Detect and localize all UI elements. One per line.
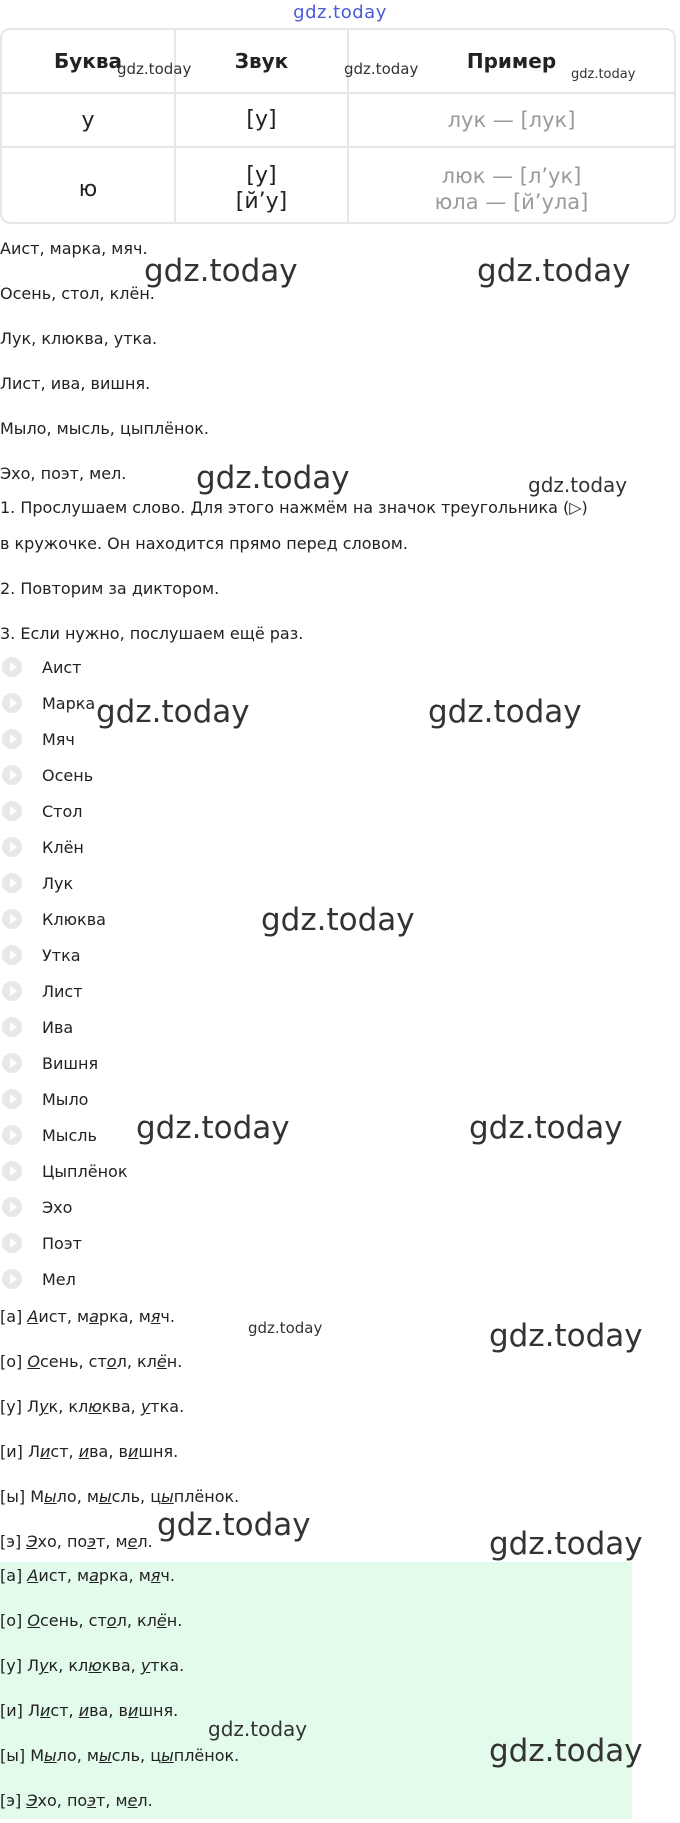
underlined-letter: е <box>127 1532 138 1551</box>
watermark: gdz.today <box>489 1526 643 1562</box>
answer-text: к, кл <box>48 1397 89 1416</box>
audio-word-label: Клюква <box>42 909 106 929</box>
underlined-letter: ы <box>98 1746 112 1765</box>
audio-word-label: Осень <box>42 765 94 785</box>
watermark: gdz.today <box>528 473 628 497</box>
answer-sound: [ы] <box>0 1746 26 1765</box>
answer-text: ква, <box>101 1656 141 1675</box>
answer-text: рка, м <box>98 1566 151 1585</box>
underlined-letter: ы <box>161 1487 174 1506</box>
watermark: gdz.today <box>469 1110 623 1146</box>
audio-item[interactable] <box>0 829 400 865</box>
answer-text: ло, м <box>56 1746 99 1765</box>
answer-text: ч. <box>160 1566 175 1585</box>
audio-word-label: Стол <box>42 801 83 821</box>
answer-line <box>0 1429 640 1474</box>
answer-line <box>0 1778 640 1823</box>
audio-item[interactable] <box>0 937 400 973</box>
audio-word-label: Ива <box>42 1017 74 1037</box>
audio-item[interactable] <box>0 757 400 793</box>
watermark: gdz.today <box>477 253 631 289</box>
sound-value: [й’у] <box>235 189 288 214</box>
answer-text: ист, м <box>38 1566 90 1585</box>
table-row <box>2 147 674 224</box>
example-value: люк — [л’ук] <box>441 164 582 188</box>
header-example: Пример <box>348 30 674 93</box>
audio-word-label: Цыплёнок <box>42 1161 128 1181</box>
audio-word-label: Мысль <box>42 1125 97 1145</box>
underlined-letter: у <box>140 1397 151 1416</box>
audio-item[interactable] <box>0 1153 400 1189</box>
answer-text: тка. <box>150 1397 185 1416</box>
play-icon[interactable] <box>2 1233 22 1253</box>
answer-text: хо, по <box>37 1791 88 1810</box>
answer-text: ист, м <box>38 1307 90 1326</box>
play-icon[interactable] <box>2 981 22 1001</box>
answer-sound: [у] <box>0 1397 22 1416</box>
underlined-letter: у <box>39 1397 49 1416</box>
answer-line <box>0 1688 640 1733</box>
underlined-letter: ю <box>88 1656 102 1675</box>
audio-word-list <box>0 649 400 1297</box>
answer-sound: [а] <box>0 1307 23 1326</box>
word-group: Аист, марка, мяч. <box>0 239 148 258</box>
underlined-letter: о <box>106 1352 117 1371</box>
underlined-letter: ю <box>88 1397 102 1416</box>
underlined-letter: и <box>78 1442 90 1461</box>
underlined-letter: ы <box>161 1746 174 1765</box>
watermark: gdz.today <box>196 460 350 496</box>
sound-cell <box>175 93 348 147</box>
answer-text: т, м <box>96 1532 128 1551</box>
underlined-letter: а <box>89 1307 99 1326</box>
instruction-step: 2. Повторим за диктором. <box>0 579 220 598</box>
audio-item[interactable] <box>0 865 400 901</box>
underlined-letter: и <box>127 1442 139 1461</box>
answer-text: ло, м <box>56 1487 99 1506</box>
watermark: gdz.today <box>489 1733 643 1769</box>
play-icon[interactable] <box>2 1269 22 1289</box>
answer-text: рка, м <box>98 1307 151 1326</box>
answer-line <box>0 1474 640 1519</box>
play-icon[interactable] <box>2 1053 22 1073</box>
underlined-letter: а <box>89 1566 99 1585</box>
watermark: gdz.today <box>136 1110 290 1146</box>
play-icon[interactable] <box>2 729 22 749</box>
underlined-letter: О <box>27 1611 40 1630</box>
answer-text: л. <box>137 1791 153 1810</box>
sound-value: [у] <box>246 163 277 188</box>
answer-text: плёнок. <box>173 1746 240 1765</box>
underlined-letter: ы <box>44 1487 57 1506</box>
answer-text: ва, в <box>89 1701 128 1720</box>
answer-sound: [и] <box>0 1701 23 1720</box>
header-letter: Буква <box>2 30 175 93</box>
word-group: Лук, клюква, утка. <box>0 329 158 348</box>
play-icon[interactable] <box>2 1125 22 1145</box>
underlined-letter: и <box>127 1701 139 1720</box>
play-icon[interactable] <box>2 1017 22 1037</box>
underlined-letter: у <box>39 1656 49 1675</box>
answer-sound: [э] <box>0 1532 22 1551</box>
answer-text: к, кл <box>48 1656 89 1675</box>
answer-text: М <box>30 1487 45 1506</box>
answer-text: Л <box>27 1442 41 1461</box>
answer-text: Л <box>27 1397 40 1416</box>
play-icon[interactable] <box>2 1161 22 1181</box>
answer-text: ст, <box>50 1442 79 1461</box>
answer-text: М <box>30 1746 45 1765</box>
answer-text: тка. <box>150 1656 185 1675</box>
answer-text: л, кл <box>116 1611 157 1630</box>
play-icon[interactable] <box>2 801 22 821</box>
sound-value: [у] <box>246 107 277 132</box>
watermark: gdz.today <box>261 902 415 938</box>
underlined-letter: ё <box>156 1352 167 1371</box>
audio-item[interactable] <box>0 1225 400 1261</box>
answer-sound: [о] <box>0 1352 23 1371</box>
watermark: gdz.today <box>248 1319 323 1337</box>
answer-text: л, кл <box>116 1352 157 1371</box>
letters-sounds-table <box>0 28 676 224</box>
watermark: gdz.today <box>117 60 192 78</box>
sound-cell <box>175 147 348 224</box>
answer-sound: [у] <box>0 1656 22 1675</box>
watermark: gdz.today <box>96 694 250 730</box>
answer-line <box>0 1384 640 1429</box>
example-cell <box>348 93 674 147</box>
audio-word-label: Клён <box>42 837 84 857</box>
underlined-letter: ы <box>98 1487 112 1506</box>
answer-text: шня. <box>138 1442 179 1461</box>
play-icon[interactable] <box>2 1089 22 1109</box>
play-icon[interactable] <box>2 693 22 713</box>
answer-line <box>0 1643 640 1688</box>
audio-word-label: Мяч <box>42 729 75 749</box>
answer-text: л. <box>137 1532 153 1551</box>
underlined-letter: Э <box>26 1791 38 1810</box>
underlined-letter: у <box>140 1656 151 1675</box>
letter-cell: у <box>2 93 175 147</box>
audio-item[interactable] <box>0 1045 400 1081</box>
audio-item[interactable] <box>0 1261 400 1297</box>
play-icon[interactable] <box>2 873 22 893</box>
underlined-letter: А <box>27 1307 39 1326</box>
answer-text: сень, ст <box>39 1611 107 1630</box>
answer-text: н. <box>166 1352 183 1371</box>
answer-text: ква, <box>101 1397 141 1416</box>
word-group: Лист, ива, вишня. <box>0 374 151 393</box>
audio-word-label: Лук <box>42 873 74 893</box>
underlined-letter: е <box>127 1791 138 1810</box>
play-icon[interactable] <box>2 945 22 965</box>
underlined-letter: Э <box>26 1532 38 1551</box>
underlined-letter: О <box>27 1352 40 1371</box>
word-group: Осень, стол, клён. <box>0 284 155 303</box>
answer-text: Л <box>27 1701 41 1720</box>
underlined-letter: я <box>150 1307 161 1326</box>
watermark: gdz.today <box>489 1318 643 1354</box>
answer-text: т, м <box>96 1791 128 1810</box>
answer-sound: [а] <box>0 1566 23 1585</box>
watermark: gdz.today <box>428 694 582 730</box>
audio-word-label: Вишня <box>42 1053 99 1073</box>
underlined-letter: э <box>87 1791 96 1810</box>
underlined-letter: и <box>40 1442 51 1461</box>
underlined-letter: А <box>27 1566 39 1585</box>
word-group: Эхо, поэт, мел. <box>0 464 127 483</box>
instruction-step: 1. Прослушаем слово. Для этого нажмём на значок треугольника (▷) в кружочке. Он находится прямо перед словом. <box>0 498 588 553</box>
answer-sound: [и] <box>0 1442 23 1461</box>
site-logo[interactable]: gdz.today <box>293 2 387 23</box>
answer-text: ст, <box>50 1701 79 1720</box>
play-icon[interactable] <box>2 1197 22 1217</box>
play-icon[interactable] <box>2 765 22 785</box>
underlined-letter: я <box>150 1566 161 1585</box>
answer-sound: [ы] <box>0 1487 26 1506</box>
audio-word-label: Аист <box>42 657 82 677</box>
instruction-step: 3. Если нужно, послушаем ещё раз. <box>0 624 304 643</box>
answer-text: плёнок. <box>173 1487 240 1506</box>
audio-item[interactable] <box>0 649 400 685</box>
answer-text: хо, по <box>37 1532 88 1551</box>
audio-item[interactable] <box>0 793 400 829</box>
audio-word-label: Мел <box>42 1269 76 1289</box>
header-sound: Звук <box>175 30 348 93</box>
audio-item[interactable] <box>0 1189 400 1225</box>
answer-text: ч. <box>160 1307 175 1326</box>
watermark: gdz.today <box>157 1507 311 1543</box>
underlined-letter: э <box>87 1532 96 1551</box>
word-group: Мыло, мысль, цыплёнок. <box>0 419 210 438</box>
answer-text: Л <box>27 1656 40 1675</box>
answers-block-highlighted <box>0 1553 640 1823</box>
audio-word-label: Эхо <box>42 1197 73 1217</box>
audio-item[interactable] <box>0 1009 400 1045</box>
watermark: gdz.today <box>571 67 636 82</box>
answer-text: ва, в <box>89 1442 128 1461</box>
watermark: gdz.today <box>144 253 298 289</box>
underlined-letter: ё <box>156 1611 167 1630</box>
underlined-letter: и <box>78 1701 90 1720</box>
answer-text: шня. <box>138 1701 179 1720</box>
audio-word-label: Марка <box>42 693 96 713</box>
example-value: юла — [й’ула] <box>434 190 589 214</box>
example-value: лук — [лук] <box>447 108 576 132</box>
answer-sound: [э] <box>0 1791 22 1810</box>
instructions <box>0 490 600 656</box>
answer-text: сль, ц <box>111 1487 162 1506</box>
table-row <box>2 93 674 147</box>
answer-sound: [о] <box>0 1611 23 1630</box>
answer-line <box>0 1598 640 1643</box>
audio-item[interactable] <box>0 973 400 1009</box>
example-cell <box>348 147 674 224</box>
answer-text: н. <box>166 1611 183 1630</box>
letter-cell: ю <box>2 147 175 224</box>
watermark: gdz.today <box>344 60 419 78</box>
play-icon[interactable] <box>2 657 22 677</box>
underlined-letter: ы <box>44 1746 57 1765</box>
audio-word-label: Поэт <box>42 1233 82 1253</box>
answer-text: сень, ст <box>39 1352 107 1371</box>
audio-word-label: Утка <box>42 945 81 965</box>
underlined-letter: и <box>40 1701 51 1720</box>
watermark: gdz.today <box>208 1717 308 1741</box>
audio-word-label: Лист <box>42 981 83 1001</box>
answer-text: сль, ц <box>111 1746 162 1765</box>
underlined-letter: о <box>106 1611 117 1630</box>
audio-word-label: Мыло <box>42 1089 89 1109</box>
play-icon[interactable] <box>2 909 22 929</box>
play-icon[interactable] <box>2 837 22 857</box>
